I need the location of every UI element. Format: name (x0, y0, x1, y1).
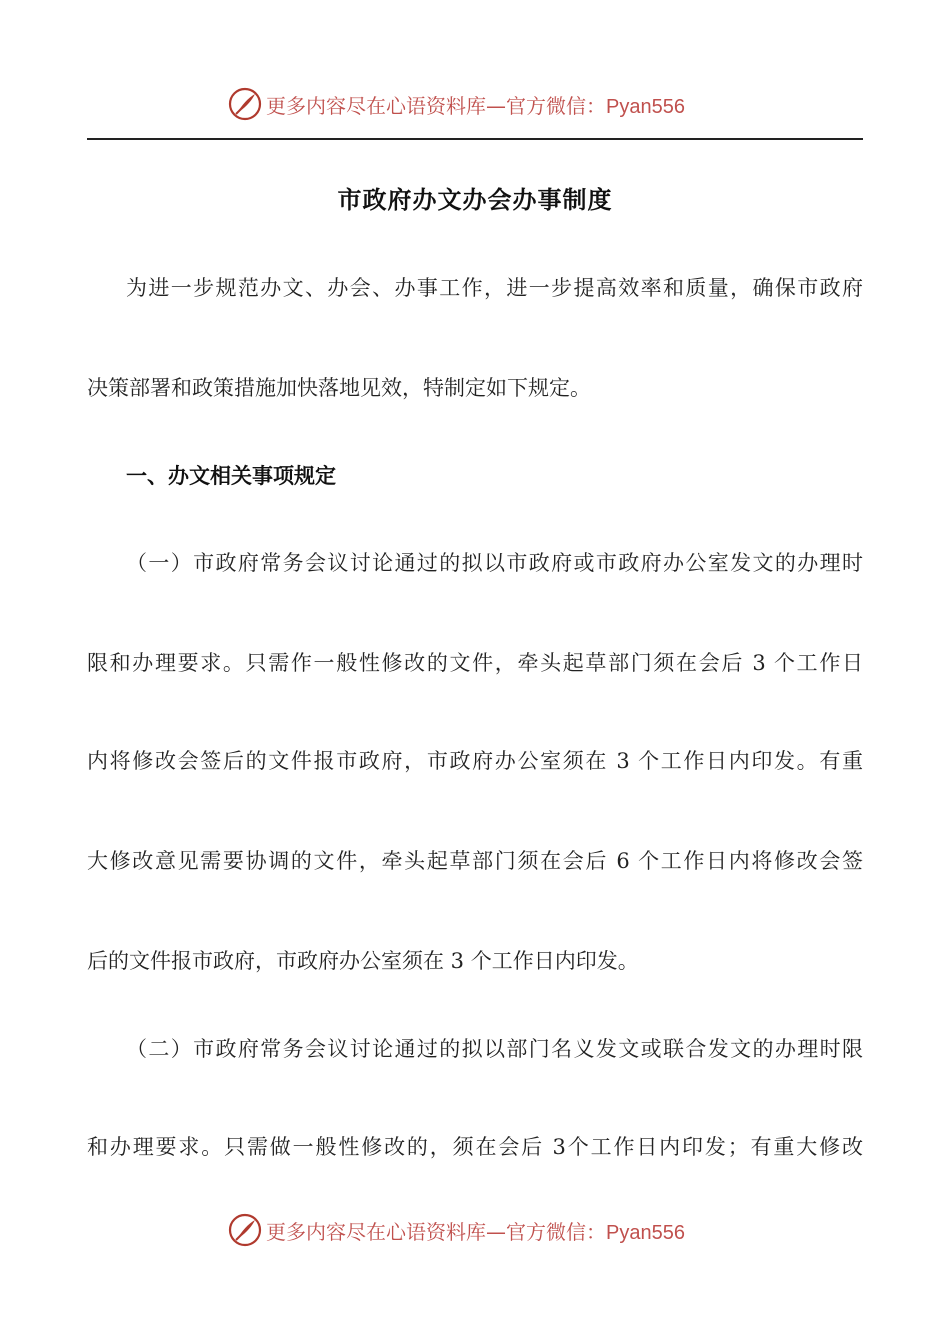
section-heading: 一、办文相关事项规定 (126, 463, 336, 488)
wechat-id: Pyan556 (606, 95, 685, 118)
document-title: 市政府办文办会办事制度 (337, 185, 613, 214)
paragraph-line: 后的文件报市政府，市政府办公室须在 3 个工作日内印发。 (87, 949, 639, 973)
banner-text: 更多内容尽在心语资料库—官方微信：Pyan556 (266, 93, 685, 118)
paragraph-line: 限和办理要求。只需作一般性修改的文件，牵头起草部门须在会后 3 个工作日 (87, 651, 863, 675)
footer-banner (0, 1210, 950, 1250)
paragraph-line: 大修改意见需要协调的文件，牵头起草部门须在会后 6 个工作日内将修改会签 (87, 849, 863, 873)
wechat-id: Pyan556 (606, 1221, 685, 1244)
paragraph-line: （一）市政府常务会议讨论通过的拟以市政府或市政府办公室发文的办理时 (126, 551, 863, 575)
paragraph-line: 内将修改会签后的文件报市政府，市政府办公室须在 3 个工作日内印发。有重 (87, 749, 863, 773)
header-banner (0, 84, 950, 124)
quill-pen-logo-icon (228, 1213, 262, 1247)
paragraph-line: 决策部署和政策措施加快落地见效，特制定如下规定。 (87, 376, 591, 400)
quill-pen-logo-icon (228, 87, 262, 121)
paragraph-line: （二）市政府常务会议讨论通过的拟以部门名义发文或联合发文的办理时限 (126, 1037, 863, 1061)
paragraph-line: 为进一步规范办文、办会、办事工作，进一步提高效率和质量，确保市政府 (126, 276, 863, 300)
paragraph-line: 和办理要求。只需做一般性修改的，须在会后 3个工作日内印发；有重大修改 (87, 1135, 863, 1159)
header-rule (87, 138, 863, 140)
banner-text: 更多内容尽在心语资料库—官方微信：Pyan556 (266, 1219, 685, 1244)
